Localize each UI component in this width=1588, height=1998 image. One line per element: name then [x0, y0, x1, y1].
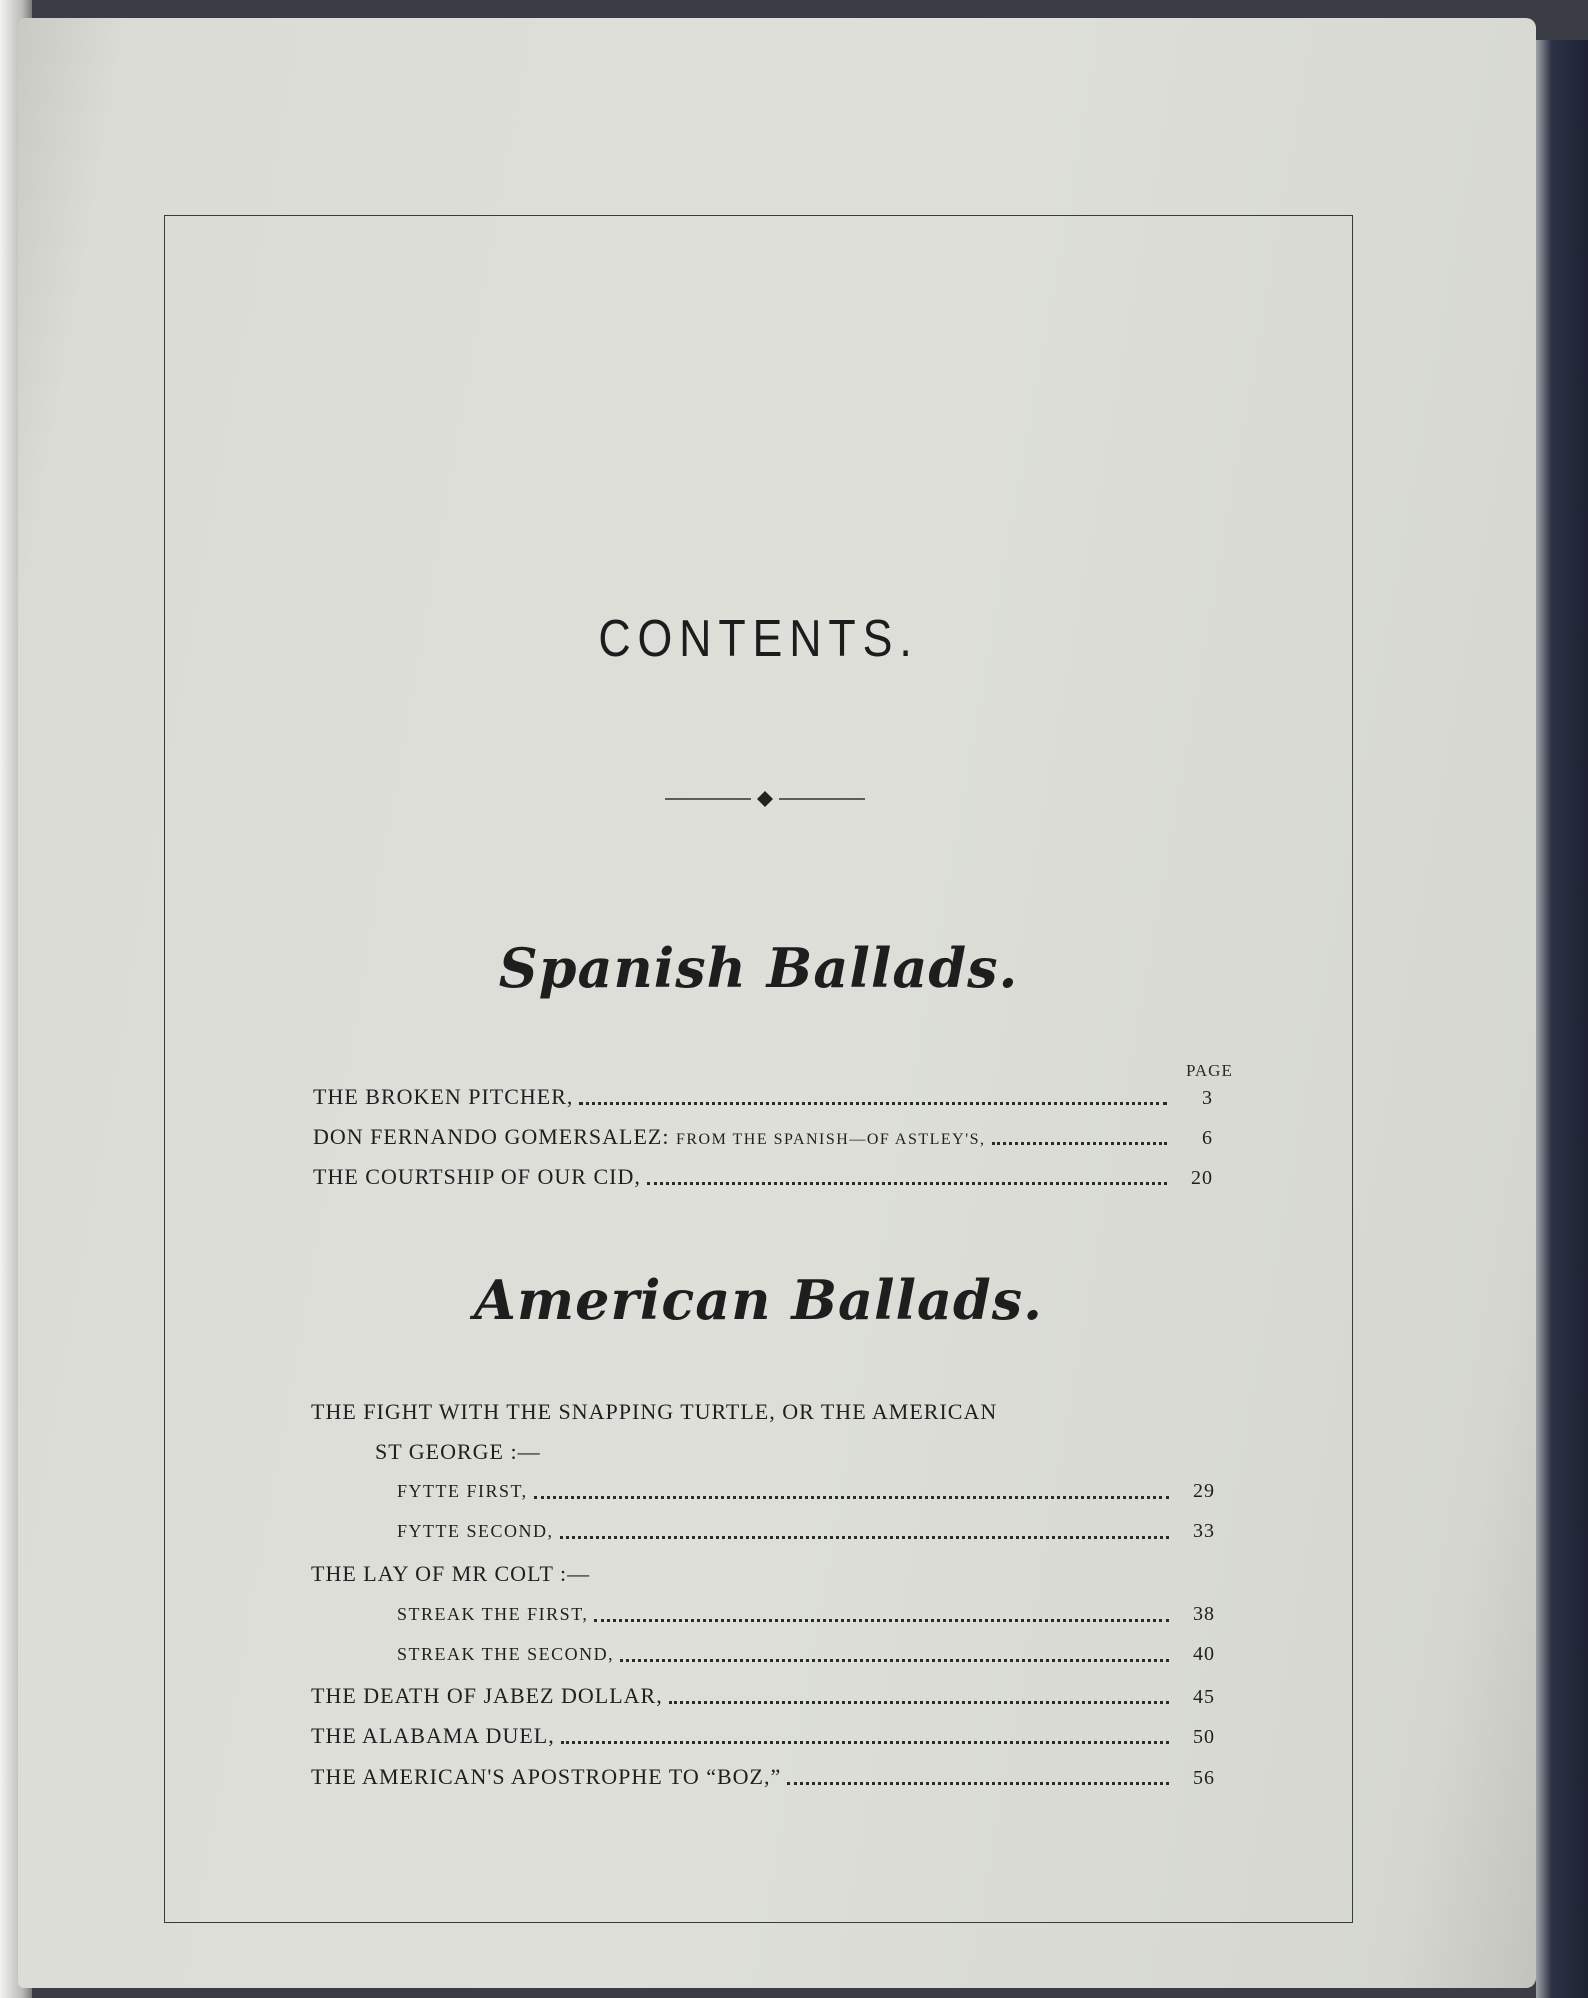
toc-entry: THE ALABAMA DUEL, 50: [311, 1723, 1215, 1748]
toc-entry: THE FIGHT WITH THE SNAPPING TURTLE, OR THE AMERICAN: [311, 1399, 998, 1424]
page-column-label: PAGE: [1186, 1061, 1233, 1080]
page-number: 20: [1191, 1167, 1213, 1189]
page-number: 45: [1193, 1686, 1215, 1708]
page-number: 33: [1193, 1520, 1215, 1542]
toc-entry: THE AMERICAN'S APOSTROPHE TO “BOZ,” 56: [311, 1764, 1215, 1789]
toc-entry: THE LAY OF MR COLT :—: [311, 1561, 591, 1586]
toc-entry-continuation: ST GEORGE :—: [375, 1439, 541, 1464]
leader-dots: [620, 1659, 1169, 1662]
leader-dots: [534, 1496, 1169, 1499]
book-cover-edge: [1536, 40, 1588, 1998]
leader-dots: [787, 1782, 1169, 1785]
leader-dots: [647, 1182, 1167, 1185]
toc-subentry: STREAK THE FIRST, 38: [397, 1603, 1215, 1625]
leader-dots: [561, 1741, 1169, 1744]
toc-subentry: STREAK THE SECOND, 40: [397, 1643, 1215, 1665]
ornament-divider-icon: [665, 789, 865, 809]
toc-entry: THE BROKEN PITCHER, 3: [313, 1084, 1213, 1109]
leader-dots: [669, 1701, 1169, 1704]
page-number: 6: [1202, 1127, 1213, 1149]
page-number: 3: [1202, 1087, 1213, 1109]
toc-entry: THE DEATH OF JABEZ DOLLAR, 45: [311, 1683, 1215, 1708]
page-number: 50: [1193, 1726, 1215, 1748]
toc-subentry: FYTTE SECOND, 33: [397, 1520, 1215, 1542]
leader-dots: [560, 1536, 1169, 1539]
page-number: 29: [1193, 1480, 1215, 1502]
leader-dots: [579, 1102, 1167, 1105]
leader-dots: [992, 1142, 1167, 1145]
toc-entry: THE COURTSHIP OF OUR CID, 20: [313, 1164, 1213, 1189]
section-heading-american: American Ballads.: [474, 1268, 1043, 1332]
page-title: CONTENTS.: [598, 610, 919, 668]
book-page: [18, 18, 1536, 1988]
page-number: 38: [1193, 1603, 1215, 1625]
toc-entry: DON FERNANDO GOMERSALEZ: FROM THE SPANISH—OF ASTLEY'S, 6: [313, 1124, 1213, 1149]
page-number: 40: [1193, 1643, 1215, 1665]
toc-subentry: FYTTE FIRST, 29: [397, 1480, 1215, 1502]
page-number: 56: [1193, 1767, 1215, 1789]
section-heading-spanish: Spanish Ballads.: [498, 936, 1019, 1000]
leader-dots: [594, 1619, 1169, 1622]
page-border-frame: [164, 215, 1353, 1923]
